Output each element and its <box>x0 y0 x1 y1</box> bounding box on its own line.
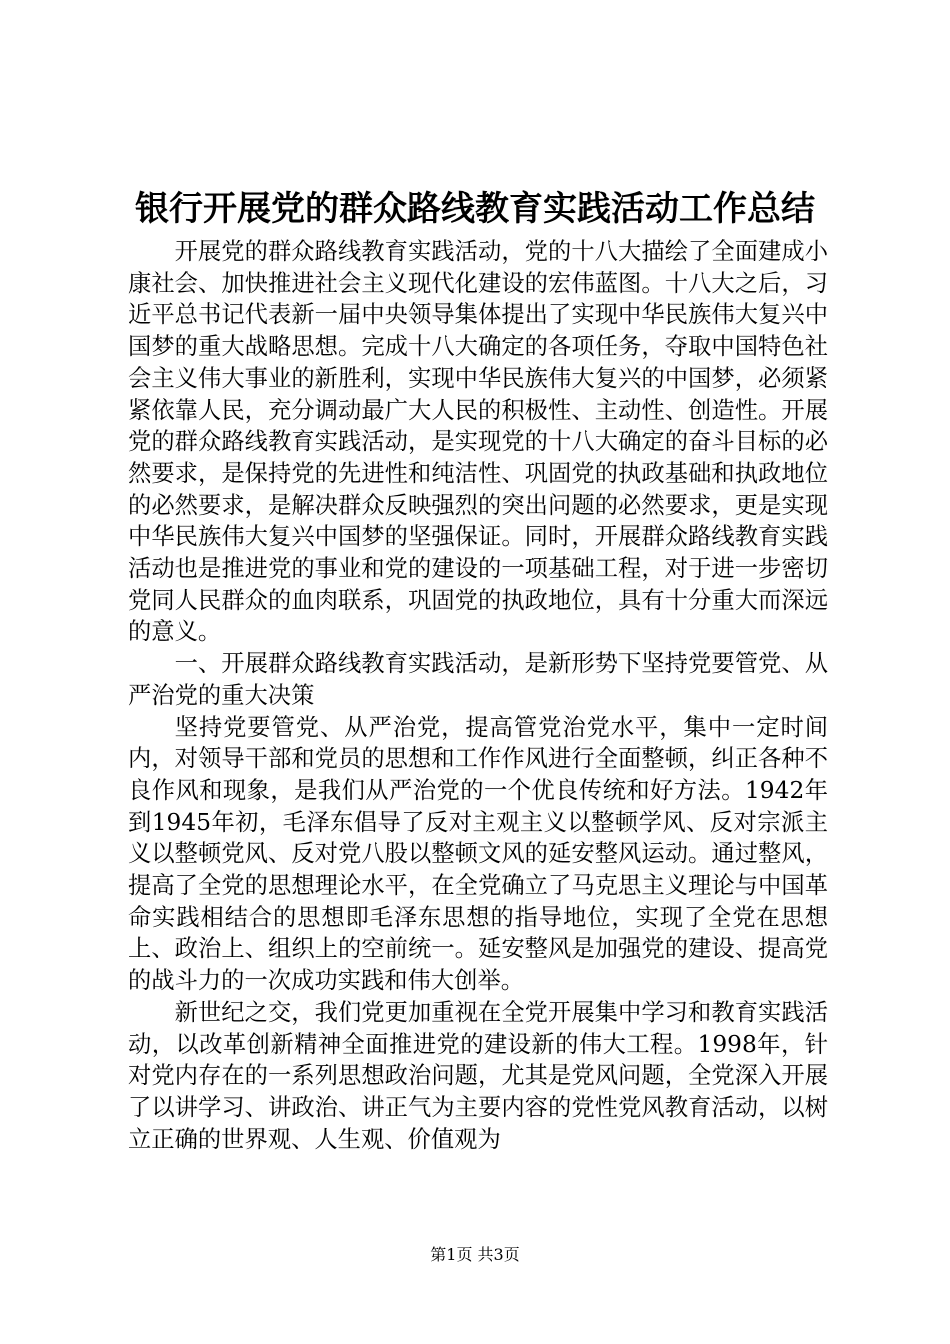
paragraph-new-century: 新世纪之交，我们党更加重视在全党开展集中学习和教育实践活动，以改革创新精神全面推进党的建设新的伟大工程。1998年，针对党内存在的一系列思想政治问题，尤其是党风问题，全党深入开展了以讲学习、讲政治、讲正气为主要内容的党性党风教育活动，以树立正确的世界观、人生观、价值观为 <box>128 998 828 1153</box>
document-body <box>128 236 828 1155</box>
page-number-footer: 第1页 共3页 <box>430 1245 520 1264</box>
paragraph-intro: 开展党的群众路线教育实践活动，党的十八大描绘了全面建成小康社会、加快推进社会主义现代化建设的宏伟蓝图。十八大之后，习近平总书记代表新一届中央领导集体提出了实现中华民族伟大复兴中国梦的重大战略思想。完成十八大确定的各项任务，夺取中国特色社会主义伟大事业的新胜利，实现中华民族伟大复兴的中国梦，必须紧紧依靠人民，充分调动最广大人民的积极性、主动性、创造性。开展党的群众路线教育实践活动，是实现党的十八大确定的奋斗目标的必然要求，是保持党的先进性和纯洁性、巩固党的执政基础和执政地位的必然要求，是解决群众反映强烈的突出问题的必然要求，更是实现中华民族伟大复兴中国梦的坚强保证。同时，开展群众路线教育实践活动也是推进党的事业和党的建设的一项基础工程，对于进一步密切党同人民群众的血肉联系，巩固党的执政地位，具有十分重大而深远的意义。 <box>128 238 828 646</box>
document-title: 银行开展党的群众路线教育实践活动工作总结 <box>135 189 815 229</box>
paragraph-section-heading-1: 一、开展群众路线教育实践活动，是新形势下坚持党要管党、从严治党的重大决策 <box>128 650 828 709</box>
paragraph-yanan-rectification: 坚持党要管党、从严治党，提高管党治党水平，集中一定时间内，对领导干部和党员的思想和工作作风进行全面整顿，纠正各种不良作风和现象，是我们从严治党的一个优良传统和好方法。1942年到1945年初，毛泽东倡导了反对主观主义以整顿学风、反对宗派主义以整顿党风、反对党八股以整顿文风的延安整风运动。通过整风，提高了全党的思想理论水平，在全党确立了马克思主义理论与中国革命实践相结合的思想即毛泽东思想的指导地位，实现了全党在思想上、政治上、组织上的空前统一。延安整风是加强党的建设、提高党的战斗力的一次成功实践和伟大创举。 <box>128 713 828 995</box>
